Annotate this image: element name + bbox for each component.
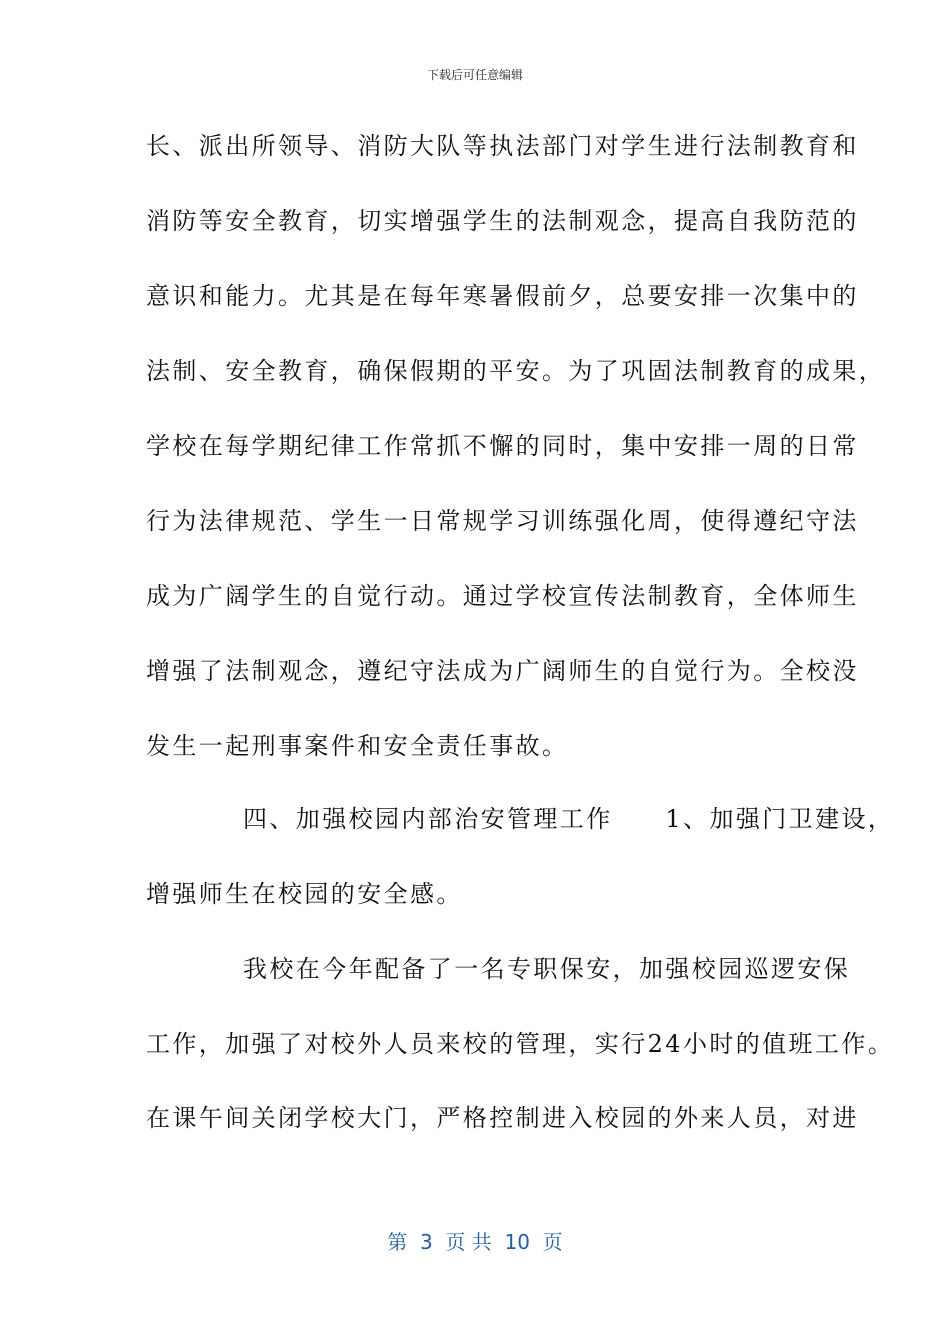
paragraph-start: 我校在今年配备了一名专职保安，加强校园巡逻安保 <box>243 955 851 983</box>
page-footer: 第 3 页 共 10 页 <box>387 1230 563 1254</box>
text-line: 行为法律规范、学生一日常规学习训练强化周，使得遵纪守法 <box>146 507 859 535</box>
text-line: 发生一起刑事案件和安全责任事故。 <box>146 732 569 760</box>
header-note: 下载后可任意编辑 <box>426 68 523 82</box>
text-line: 长、派出所领导、消防大队等执法部门对学生进行法制教育和 <box>146 132 859 160</box>
text-line: 在课午间关闭学校大门，严格控制进入校园的外来人员，对进 <box>146 1104 859 1132</box>
text-line: 消防等安全教育，切实增强学生的法制观念，提高自我防范的 <box>146 207 859 235</box>
section-heading: 四、加强校园内部治安管理工作 1、加强门卫建设， <box>243 805 895 833</box>
text-line: 意识和能力。尤其是在每年寒暑假前夕，总要安排一次集中的 <box>146 282 859 310</box>
text-line: 增强了法制观念，遵纪守法成为广阔师生的自觉行为。全校没 <box>146 657 859 685</box>
text-line: 学校在每学期纪律工作常抓不懈的同时，集中安排一周的日常 <box>146 432 859 460</box>
text-line: 法制、安全教育，确保假期的平安。为了巩固法制教育的成果， <box>146 357 886 385</box>
text-line: 成为广阔学生的自觉行动。通过学校宣传法制教育，全体师生 <box>146 582 859 610</box>
text-line: 增强师生在校园的安全感。 <box>146 880 463 908</box>
text-line: 工作，加强了对校外人员来校的管理，实行24小时的值班工作。 <box>146 1030 895 1058</box>
